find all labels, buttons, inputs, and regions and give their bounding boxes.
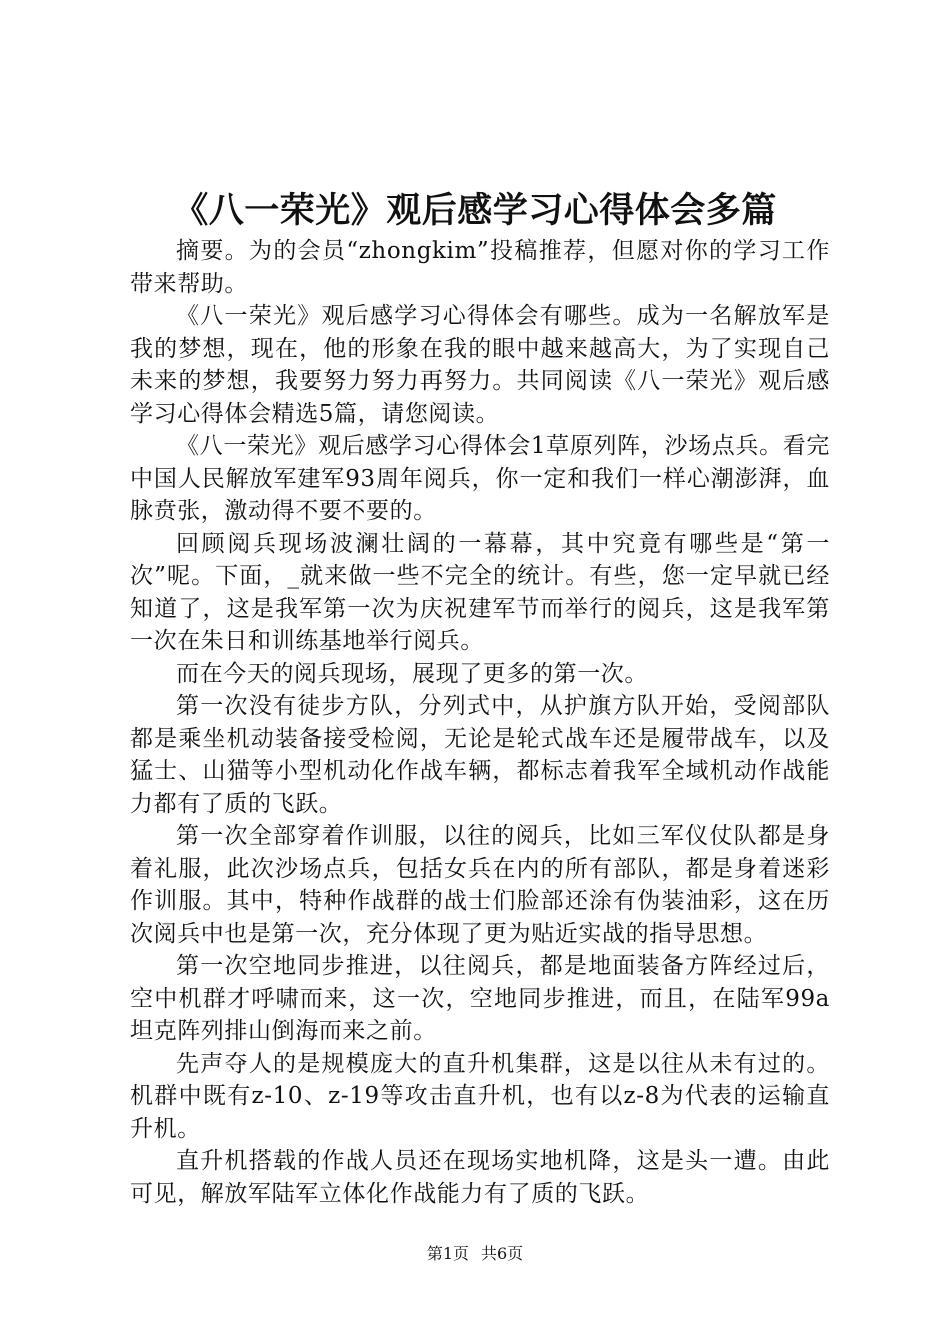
paragraph-6: 第一次空地同步推进，以往阅兵，都是地面装备方阵经过后，空中机群才呼啸而来，这一次，空地同步推进，而且，在陆军99a坦克阵列排山倒海而来之前。 [130,953,830,1044]
paragraph-1: 《八一荣光》观后感学习心得体会1草原列阵，沙场点兵。看完中国人民解放军建军93周年阅兵，你一定和我们一样心潮澎湃，血脉贲张，激动得不要不要的。 [130,433,830,524]
paragraph-abstract: 摘要。为的会员“zhongkim”投稿推荐，但愿对你的学习工作带来帮助。 [130,238,830,297]
paragraph-2: 回顾阅兵现场波澜壮阔的一幕幕，其中究竟有哪些是“第一次”呢。下面，_就来做一些不完全的统计。有些，您一定早就已经知道了，这是我军第一次为庆祝建军节而举行的阅兵，这是我军第一次在朱日和训练基地举行阅兵。 [130,530,830,654]
paragraph-3: 而在今天的阅兵现场，展现了更多的第一次。 [176,660,648,687]
paragraph-7: 先声夺人的是规模庞大的直升机集群，这是以往从未有过的。机群中既有z-10、z-19等攻击直升机，也有以z-8为代表的运输直升机。 [130,1050,830,1142]
paragraph-8: 直升机搭载的作战人员还在现场实地机降，这是头一遭。由此可见，解放军陆军立体化作战能力有了质的飞跃。 [130,1148,830,1207]
page-total: 共6页 [481,1244,524,1263]
paragraph-intro: 《八一荣光》观后感学习心得体会有哪些。成为一名解放军是我的梦想，现在，他的形象在我的眼中越来越高大，为了实现自己未来的梦想，我要努力努力再努力。共同阅读《八一荣光》观后感学习心得体会精选5篇，请您阅读。 [130,303,830,427]
paragraph-4: 第一次没有徒步方队，分列式中，从护旗方队开始，受阅部队都是乘坐机动装备接受检阅，无论是轮式战车还是履带战车，以及猛士、山猫等小型机动化作战车辆，都标志着我军全域机动作战能力都有了质的飞跃。 [130,693,830,817]
page-footer [0,1243,950,1265]
document-title: 《八一荣光》观后感学习心得体会多篇 [173,190,777,231]
paragraph-5: 第一次全部穿着作训服，以往的阅兵，比如三军仪仗队都是身着礼服，此次沙场点兵，包括女兵在内的所有部队，都是身着迷彩作训服。其中，特种作战群的战士们脸部还涂有伪装油彩，这在历次阅兵中也是第一次，充分体现了更为贴近实战的指导思想。 [130,823,830,947]
document-body [130,235,830,1210]
page-number: 第1页 [426,1244,469,1263]
